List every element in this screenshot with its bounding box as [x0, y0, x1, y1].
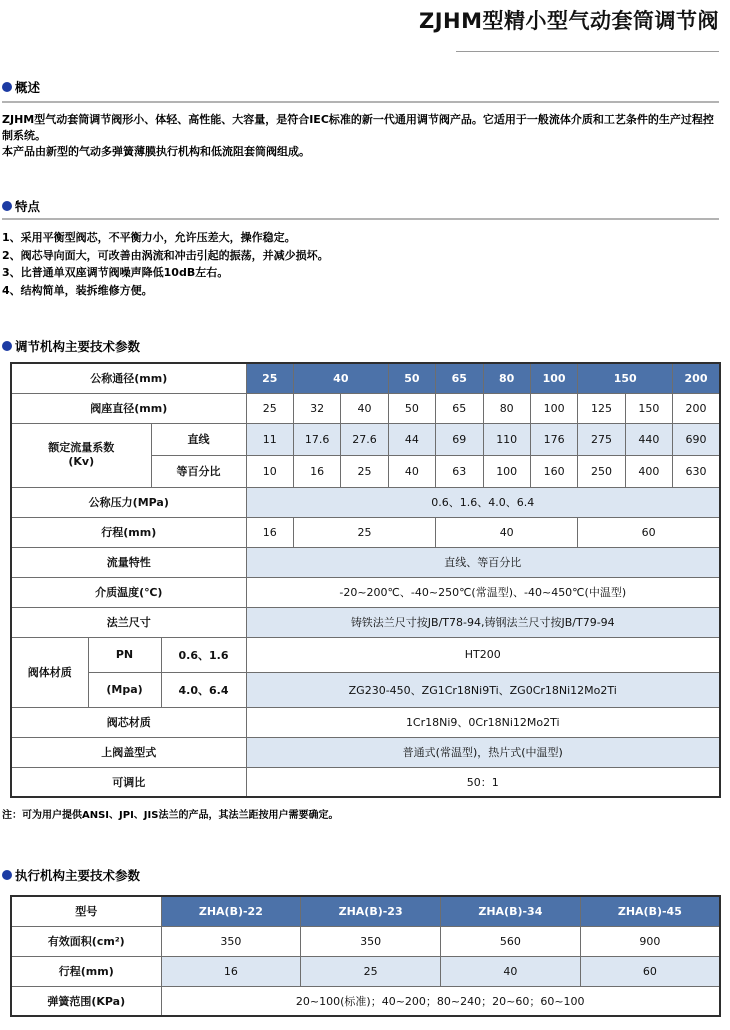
section-heading-label: 执行机构主要技术参数 — [15, 868, 141, 883]
value-cell: 150 — [625, 393, 672, 423]
value-cell: 17.6 — [293, 423, 340, 455]
row-label-cell: 行程(mm) — [11, 956, 161, 986]
value-cell: 25 — [293, 517, 435, 547]
sub-label-cell: (Mpa) — [88, 672, 161, 707]
value-cell: 25 — [301, 956, 441, 986]
row-label-cell — [11, 423, 151, 487]
table-row — [11, 926, 720, 956]
value-cell: 69 — [436, 423, 483, 455]
value-cell: 400 — [625, 455, 672, 487]
table-footnote: 注：可为用户提供ANSI、JPI、JIS法兰的产品，其法兰距按用户需要确定。 — [2, 810, 339, 821]
feature-item: 2、阀芯导向面大，可改善由涡流和冲击引起的振荡，并减少损坏。 — [2, 248, 329, 262]
value-cell: 630 — [673, 455, 720, 487]
value-cell: 350 — [301, 926, 441, 956]
value-cell: 40 — [441, 956, 581, 986]
value-cell: 63 — [436, 455, 483, 487]
value-cell: 25 — [341, 455, 388, 487]
table-row — [11, 517, 720, 547]
table-row — [11, 767, 720, 797]
table-row — [11, 393, 720, 423]
table-row — [11, 607, 720, 637]
overview-paragraph — [2, 112, 722, 160]
value-cell: 11 — [246, 423, 293, 455]
section-heading-regulator-params — [2, 337, 140, 355]
row-label-cell: 阀体材质 — [11, 637, 88, 707]
value-cell: 690 — [673, 423, 720, 455]
value-cell: ZG230-450、ZG1Cr18Ni9Ti、ZG0Cr18Ni12Mo2Ti — [246, 672, 720, 707]
kv-label-line: 额定流量系数 — [48, 441, 115, 454]
value-cell: 直线、等百分比 — [246, 547, 720, 577]
value-cell: 176 — [530, 423, 577, 455]
value-cell: 32 — [293, 393, 340, 423]
row-label-cell: 弹簧范围(KPa) — [11, 986, 161, 1016]
value-cell: 110 — [483, 423, 530, 455]
features-list — [2, 229, 722, 299]
row-label-cell: 流量特性 — [11, 547, 246, 577]
value-cell: 1Cr18Ni9、0Cr18Ni12Mo2Ti — [246, 707, 720, 737]
header-cell: ZHA(B)-23 — [301, 896, 441, 926]
feature-item: 3、比普通单双座调节阀噪声降低10dB左右。 — [2, 266, 229, 279]
sub-label-cell: 0.6、1.6 — [161, 637, 246, 672]
row-label-cell: 公称压力(MPa) — [11, 487, 246, 517]
sub-label-cell: PN — [88, 637, 161, 672]
row-label-cell: 上阀盖型式 — [11, 737, 246, 767]
section-divider — [2, 218, 719, 220]
value-cell: 125 — [578, 393, 625, 423]
header-cell: ZHA(B)-34 — [441, 896, 581, 926]
kv-label-line: (Kv) — [68, 455, 95, 468]
table-row — [11, 547, 720, 577]
value-cell: 44 — [388, 423, 435, 455]
sub-label-cell: 直线 — [151, 423, 246, 455]
table-row — [11, 577, 720, 607]
value-cell: 560 — [441, 926, 581, 956]
actuator-params-table — [10, 895, 721, 1017]
value-cell: 65 — [436, 393, 483, 423]
value-cell: 50：1 — [246, 767, 720, 797]
overview-line: ZJHM型气动套筒调节阀形小、体轻、高性能、大容量，是符合IEC标准的新一代通用调节阀产品。它适用于一般流体介质和工艺条件的生产过程控制系统。 — [2, 113, 714, 142]
value-cell: 20~100(标准)；40~200；80~240；20~60；60~100 — [161, 986, 720, 1016]
table-row — [11, 737, 720, 767]
header-cell: ZHA(B)-22 — [161, 896, 301, 926]
value-cell: 16 — [246, 517, 293, 547]
table-row — [11, 707, 720, 737]
value-cell: 40 — [388, 455, 435, 487]
row-label-cell: 法兰尺寸 — [11, 607, 246, 637]
table-row — [11, 672, 720, 707]
header-cell: 50 — [388, 363, 435, 393]
value-cell: 0.6、1.6、4.0、6.4 — [246, 487, 720, 517]
value-cell: 16 — [293, 455, 340, 487]
bullet-icon — [2, 82, 12, 92]
row-label-cell: 阀座直径(mm) — [11, 393, 246, 423]
overview-line: 本产品由新型的气动多弹簧薄膜执行机构和低流阻套筒阀组成。 — [2, 145, 310, 158]
table-row — [11, 487, 720, 517]
value-cell: 16 — [161, 956, 301, 986]
value-cell: 25 — [246, 393, 293, 423]
row-label-cell: 阀芯材质 — [11, 707, 246, 737]
table-row — [11, 896, 720, 926]
value-cell: 275 — [578, 423, 625, 455]
section-divider — [2, 101, 719, 103]
value-cell: 900 — [580, 926, 720, 956]
header-cell: 65 — [436, 363, 483, 393]
row-label-cell: 行程(mm) — [11, 517, 246, 547]
table-row — [11, 637, 720, 672]
page-title: ZJHM型精小型气动套筒调节阀 — [418, 9, 719, 33]
bullet-icon — [2, 870, 12, 880]
row-label-cell: 型号 — [11, 896, 161, 926]
row-label-cell: 可调比 — [11, 767, 246, 797]
value-cell: 普通式(常温型)，热片式(中温型) — [246, 737, 720, 767]
value-cell: 50 — [388, 393, 435, 423]
value-cell: 100 — [483, 455, 530, 487]
sub-label-cell: 等百分比 — [151, 455, 246, 487]
value-cell: 铸铁法兰尺寸按JB/T78-94,铸钢法兰尺寸按JB/T79-94 — [246, 607, 720, 637]
section-heading-label: 特点 — [15, 199, 41, 214]
value-cell: 160 — [530, 455, 577, 487]
section-heading-features — [2, 197, 40, 215]
bullet-icon — [2, 201, 12, 211]
table-row — [11, 423, 720, 455]
value-cell: 200 — [673, 393, 720, 423]
header-cell: ZHA(B)-45 — [580, 896, 720, 926]
header-cell: 100 — [530, 363, 577, 393]
value-cell: HT200 — [246, 637, 720, 672]
table-row — [11, 956, 720, 986]
value-cell: 440 — [625, 423, 672, 455]
value-cell: 10 — [246, 455, 293, 487]
value-cell: 60 — [578, 517, 720, 547]
value-cell: 250 — [578, 455, 625, 487]
section-heading-label: 概述 — [15, 80, 41, 95]
sub-label-cell: 4.0、6.4 — [161, 672, 246, 707]
section-heading-overview — [2, 78, 40, 96]
row-label-cell: 介质温度(℃) — [11, 577, 246, 607]
row-label-cell: 公称通径(mm) — [11, 363, 246, 393]
feature-item: 4、结构简单，装拆维修方便。 — [2, 283, 153, 297]
value-cell: 60 — [580, 956, 720, 986]
value-cell: -20~200℃、-40~250℃(常温型)、-40~450℃(中温型) — [246, 577, 720, 607]
regulator-params-table — [10, 362, 721, 798]
table-row — [11, 363, 720, 393]
header-cell: 80 — [483, 363, 530, 393]
header-cell: 40 — [293, 363, 388, 393]
feature-item: 1、采用平衡型阀芯，不平衡力小，允许压差大，操作稳定。 — [2, 231, 296, 244]
row-label-cell: 有效面积(cm²) — [11, 926, 161, 956]
value-cell: 40 — [341, 393, 388, 423]
value-cell: 350 — [161, 926, 301, 956]
title-divider — [456, 51, 719, 52]
section-heading-actuator-params — [2, 866, 140, 884]
value-cell: 100 — [530, 393, 577, 423]
value-cell: 80 — [483, 393, 530, 423]
header-cell: 150 — [578, 363, 673, 393]
table-row — [11, 986, 720, 1016]
header-cell: 25 — [246, 363, 293, 393]
section-heading-label: 调节机构主要技术参数 — [15, 339, 141, 354]
bullet-icon — [2, 341, 12, 351]
header-cell: 200 — [673, 363, 720, 393]
value-cell: 27.6 — [341, 423, 388, 455]
value-cell: 40 — [436, 517, 578, 547]
